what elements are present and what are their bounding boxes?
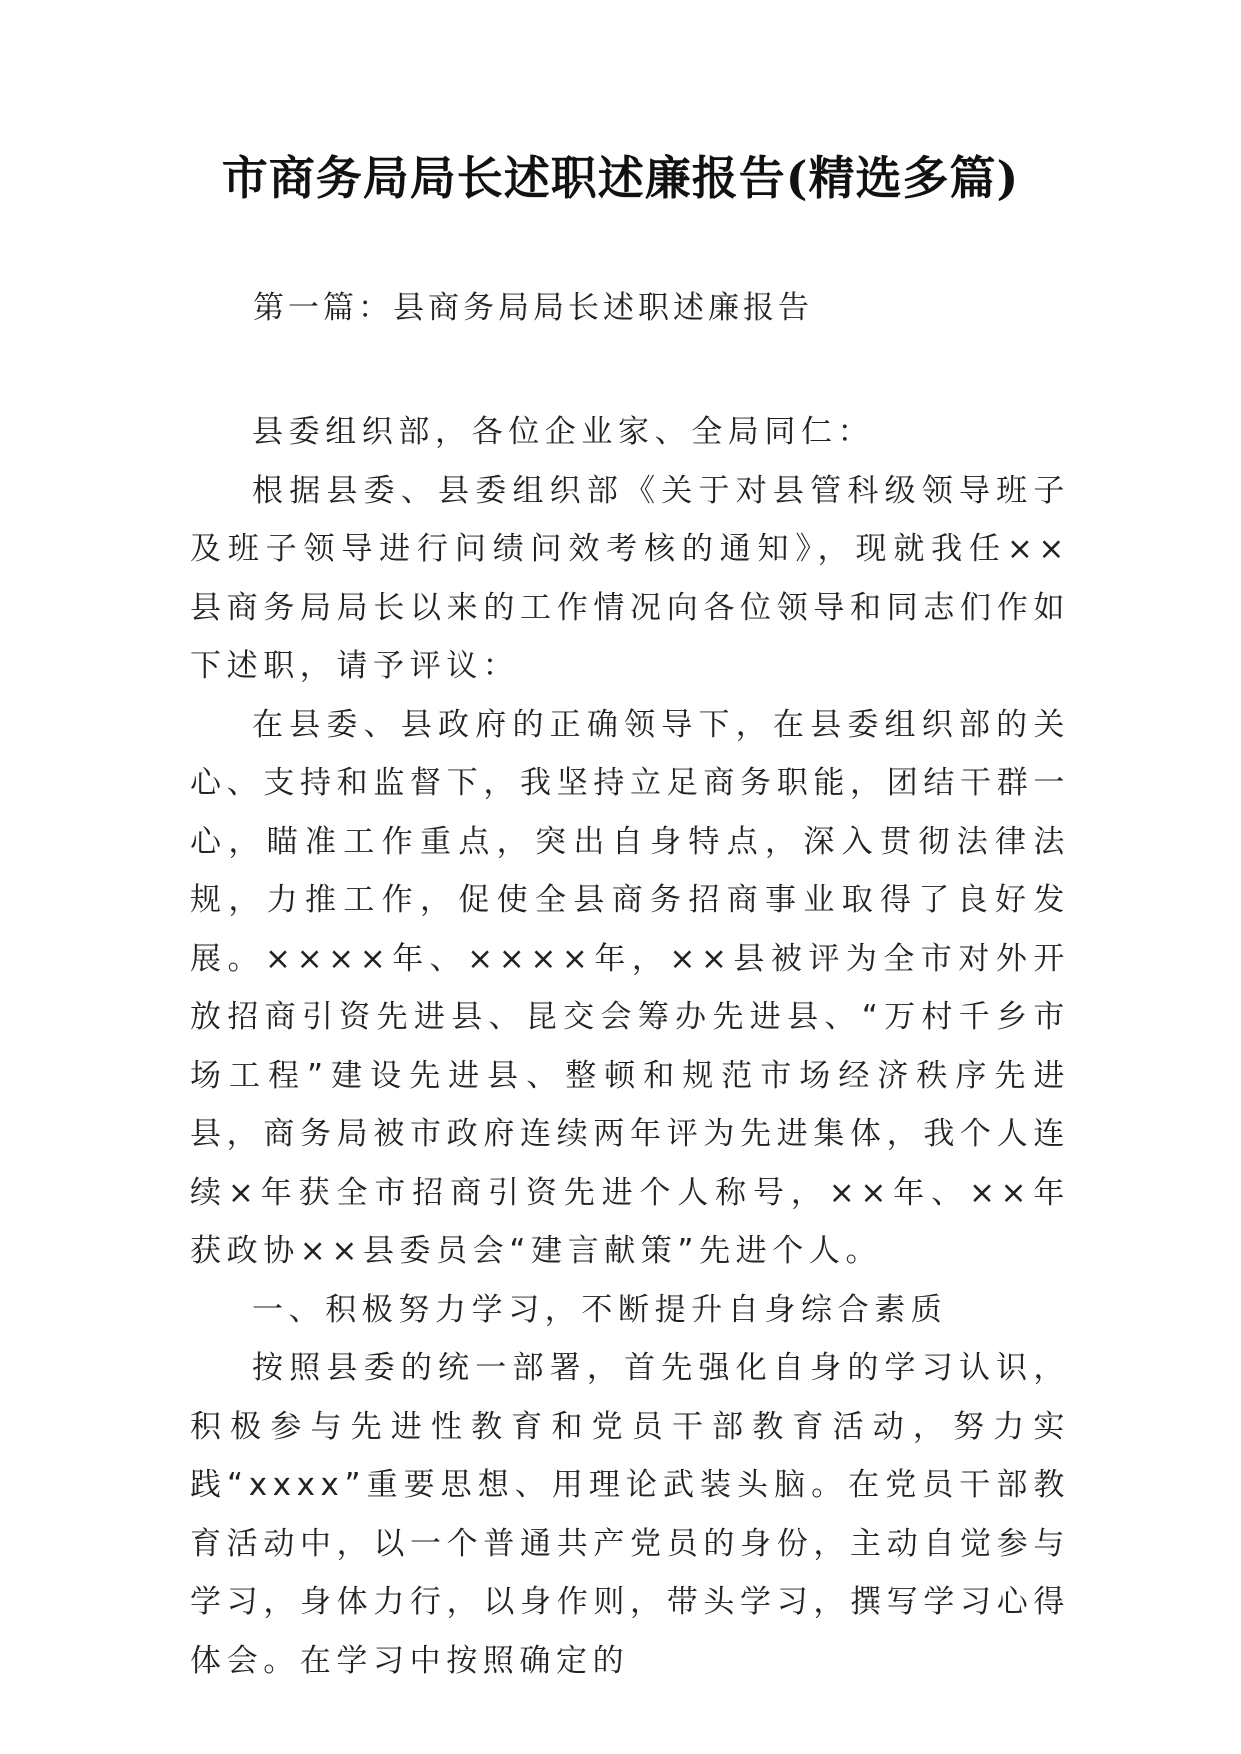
- salutation: 县委组织部，各位企业家、全局同仁：: [252, 414, 875, 450]
- paragraph: 按照县委的统一部署，首先强化自身的学习认识，积极参与先进性教育和党员干部教育活动，努力实践“xxxx”重要思想、用理论武装头脑。在党员干部教育活动中，以一个普通共产党员的身份，主动自觉参与学习，身体力行，以身作则，带头学习，撰写学习心得体会。在学习中按照确定的: [190, 1350, 1070, 1679]
- paragraph: 根据县委、县委组织部《关于对县管科级领导班子及班子领导进行问绩问效考核的通知》，现就我任××县商务局局长以来的工作情况向各位领导和同志们作如下述职，请予评议：: [190, 472, 1070, 684]
- document-body: [190, 403, 1070, 1690]
- section-heading: 一、积极努力学习，不断提升自身综合素质: [252, 1291, 948, 1328]
- section-title: 第一篇：县商务局局长述职述廉报告: [253, 290, 813, 326]
- document-title: 市商务局局长述职述廉报告(精选多篇): [221, 151, 1020, 205]
- paragraph: 在县委、县政府的正确领导下，在县委组织部的关心、支持和监督下，我坚持立足商务职能，团结干群一心，瞄准工作重点，突出自身特点，深入贯彻法律法规，力推工作，促使全县商务招商事业取得了良好发展。××××年、××××年，××县被评为全市对外开放招商引资先进县、昆交会筹办先进县、“万村千乡市场工程”建设先进县、整顿和规范市场经济秩序先进县，商务局被市政府连续两年评为先进集体，我个人连续×年获全市招商引资先进个人称号，××年、××年获政协××县委员会“建言献策”先进个人。: [190, 706, 1070, 1269]
